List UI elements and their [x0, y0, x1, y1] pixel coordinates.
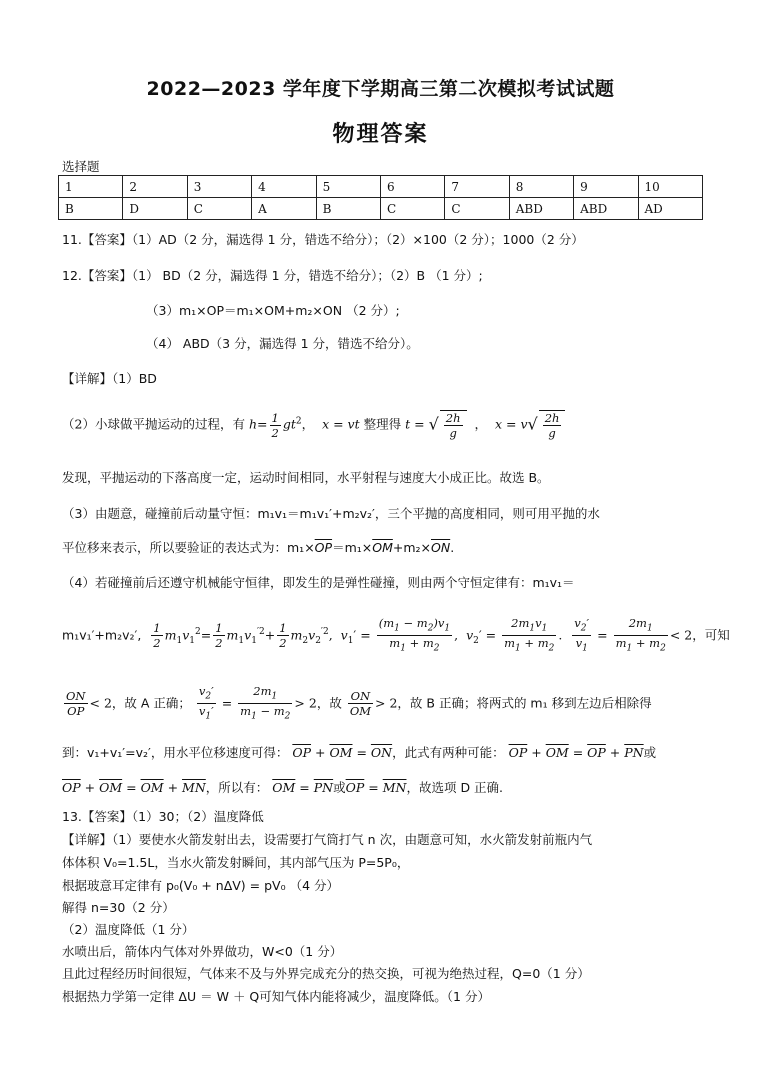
text: 或 [333, 780, 346, 795]
q12-detail-3-line2 [62, 540, 454, 556]
q12-answer-line3: （4） ABD（3 分，漏选得 1 分，错选不给分）。 [146, 336, 419, 351]
table-cell: C [380, 198, 444, 220]
table-cell: 5 [316, 176, 380, 198]
table-cell: 10 [638, 176, 702, 198]
table-cell: C [445, 198, 509, 220]
q13-detail-2-line2: 水喷出后，箭体内气体对外界做功，W<0（1 分） [62, 944, 343, 959]
q12-detail-4-line1: （4）若碰撞前后还遵守机械能守恒律，即发生的是弹性碰撞，则由两个守恒定律有：m₁v₁＝ [62, 575, 575, 590]
text: ，故 B 正确；将两式的 m₁ 移到左边后相除得 [397, 695, 652, 711]
q12-detail-4-line4: 到：v₁+v₁′=v₂′，用水平位移速度可得： $\overline{OP} + \overline{OM} = \overline{ON}$，此式有两种可能： $\overline{OP} + \overline{OM} = \overline{OP} + \overline{PN}$或 [62, 745, 657, 760]
table-cell: A [252, 198, 316, 220]
choice-answer-table [58, 175, 703, 220]
q12-detail-2-conclusion: 发现，平抛运动的下落高度一定，运动时间相同，水平射程与速度大小成正比。故选 B。 [62, 470, 550, 485]
text: 或 [643, 745, 657, 760]
text: 平位移来表示，所以要验证的表达式为：m₁× [62, 540, 315, 555]
q12-detail-3-line1: （3）由题意，碰撞前后动量守恒：m₁v₁＝m₁v₁′+m₂v₂′，三个平抛的高度相同，则可用平抛的水 [62, 506, 600, 521]
exam-title: 2022—2023 学年度下学期高三第二次模拟考试试题 [146, 78, 615, 100]
text: m₁v₁′+m₂v₂′, [62, 627, 142, 643]
table-row-numbers [59, 176, 703, 198]
table-cell: 1 [59, 176, 123, 198]
q12-answer-line1: 12.【答案】（1） BD（2 分，漏选得 1 分，错选不给分）；（2）B （1 分）; [62, 268, 483, 283]
q12-detail-4-line5: $\overline{OP} + \overline{OM} = \overline{OM} + \overline{MN}$，所以有： $\overline{OM} = \overline{PN}$或$\overline{OP} = \overline{MN}$，故选项 D 正确. [62, 780, 504, 795]
table-cell: 3 [187, 176, 251, 198]
table-cell: C [187, 198, 251, 220]
text: ， [474, 416, 487, 432]
q13-detail-1-line2: 体体积 V₀=1.5L，当水火箭发射瞬间，其内部气压为 P=5P₀， [62, 855, 410, 870]
q12-detail-2: （2）小球做平抛运动的过程，有 h= $\frac{1}{2}$ $gt^2$， x = vt 整理得 t = √ $\frac{2h}{g}$ ， x = v√ $\frac{2h}{g}$ [62, 410, 565, 440]
text: 到：v₁+v₁′=v₂′，用水平位移速度可得： [62, 745, 289, 760]
table-row-answers [59, 198, 703, 220]
q13-detail-2-line3: 且此过程经历时间很短，气体来不及与外界完成充分的热交换，可视为绝热过程，Q=0（1 分） [62, 966, 590, 981]
q12-detail-4-line2: m₁v₁′+m₂v₂′, $\frac{1}{2}$ $m_1v_1^2=$ $\frac{1}{2}$ $m_1v_1^{'2}+$ $\frac{1}{2}$ $m_2v_2^{'2}$, $v_1'$ = $\frac{(m_1 - m_2)v_1}{m_1 + m_2}$ , $v_2'$ = $\frac{2m_1v_1}{m_1 + m_2}$ . $\frac{v_2'}{v_1}$ = $\frac{2m_1}{m_1 + m_2}$ < 2，可知 [62, 616, 730, 654]
table-cell: ABD [509, 198, 573, 220]
table-cell: ABD [574, 198, 638, 220]
text: ， [301, 416, 315, 432]
q13-detail-1-line1: 【详解】（1）要使水火箭发射出去，设需要打气筒打气 n 次，由题意可知，水火箭发射前瓶内气 [62, 832, 593, 847]
text: . [450, 540, 455, 555]
choice-section-label: 选择题 [62, 159, 100, 174]
text: $\overline{OP}$ [314, 540, 333, 555]
table-cell: 4 [252, 176, 316, 198]
q12-detail-label: 【详解】（1）BD [62, 371, 157, 386]
q13-detail-2-line1: （2）温度降低（1 分） [62, 922, 195, 937]
text: ，可知 [692, 627, 730, 643]
table-cell: 6 [380, 176, 444, 198]
table-cell: B [316, 198, 380, 220]
text: ，故 [316, 695, 342, 711]
text: +m₂× [392, 540, 431, 555]
table-cell: B [59, 198, 123, 220]
text: ，故选项 D 正确. [406, 780, 504, 795]
text: ＝m₁× [332, 540, 373, 555]
text: ，此式有两种可能： [392, 745, 505, 760]
table-cell: 9 [574, 176, 638, 198]
q12-answer-line2: （3）m₁×OP＝m₁×OM+m₂×ON （2 分）; [146, 303, 400, 318]
text: 整理得 [363, 416, 402, 432]
text: $\overline{ON}$ [431, 540, 451, 555]
q13-detail-2-line4: 根据热力学第一定律 ΔU ＝ W ＋ Q可知气体内能将减少，温度降低。（1 分） [62, 989, 490, 1004]
exam-subtitle: 物理答案 [332, 122, 429, 147]
q12-detail-4-line3: $\frac{ON}{OP}$ < 2，故 A 正确； $\frac{v_2'}{v_1'}$ = $\frac{2m_1}{m_1 - m_2}$ > 2，故 $\frac{ON}{OM}$ > 2，故 B 正确；将两式的 m₁ 移到左边后相除得 [66, 684, 652, 722]
text: $\overline{OM}$ [372, 540, 393, 555]
table-cell: 8 [509, 176, 573, 198]
q13-detail-1-line4: 解得 n=30（2 分） [62, 900, 175, 915]
table-cell: 7 [445, 176, 509, 198]
q13-detail-1-line3: 根据玻意耳定律有 p₀(V₀ + nΔV) = pV₀ （4 分） [62, 878, 339, 893]
table-cell: D [123, 198, 187, 220]
table-cell: 2 [123, 176, 187, 198]
text: ，所以有： [205, 780, 269, 795]
text: （2）小球做平抛运动的过程，有 [62, 416, 245, 432]
text: ，故 A 正确； [111, 695, 191, 711]
table-cell: AD [638, 198, 702, 220]
q11-answer: 11.【答案】（1）AD（2 分，漏选得 1 分，错选不给分）；（2）×100（2 分）；1000（2 分） [62, 232, 584, 247]
q13-answer: 13.【答案】（1）30；（2）温度降低 [62, 809, 264, 824]
